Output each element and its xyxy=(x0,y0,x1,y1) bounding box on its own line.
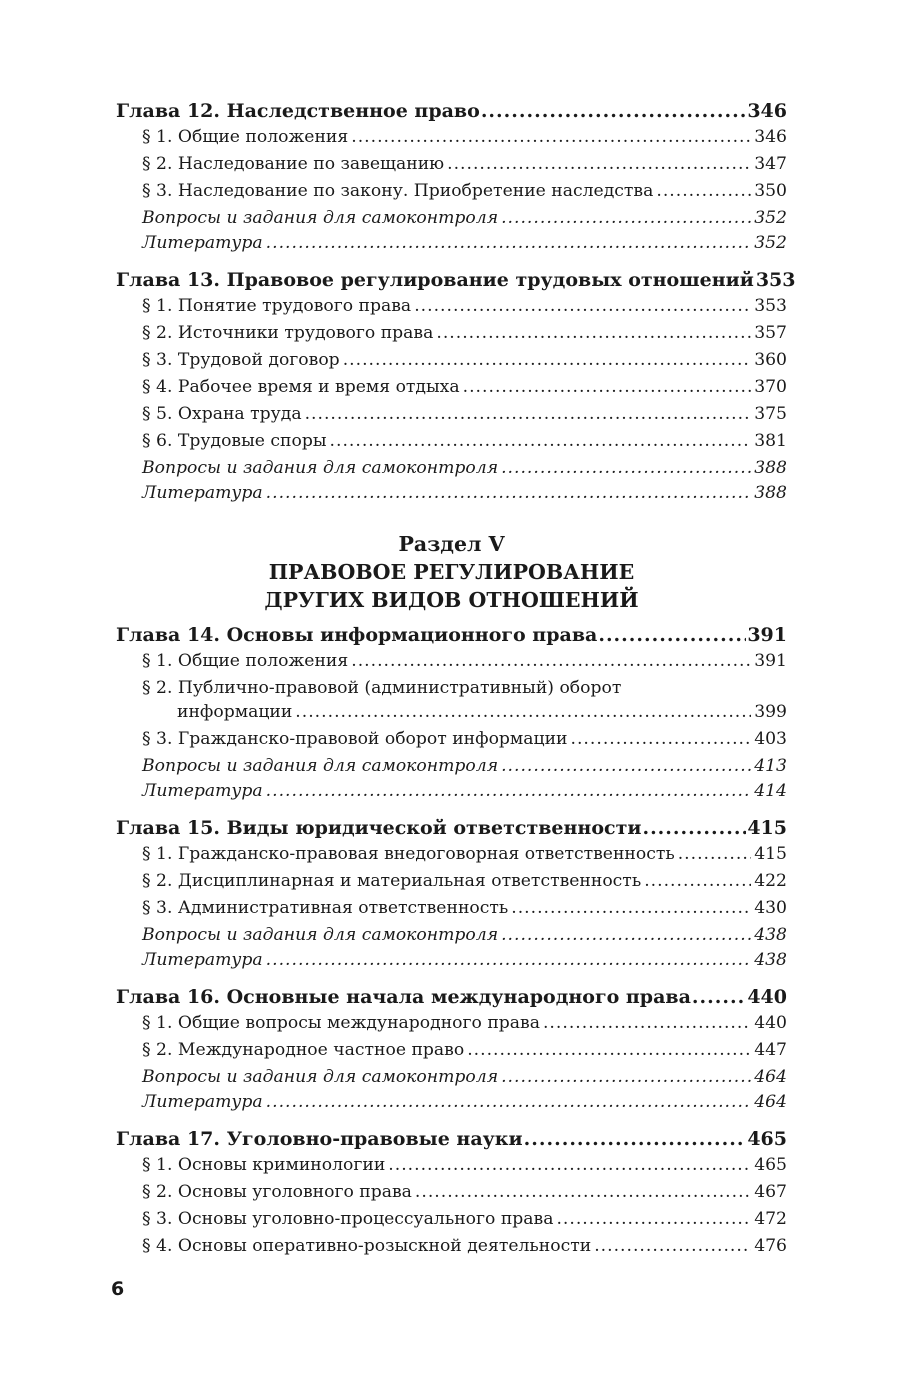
section-entry xyxy=(116,844,787,871)
dot-leader xyxy=(594,1236,751,1256)
auxiliary-entry-page: 413 xyxy=(754,756,787,776)
auxiliary-entry-page: 438 xyxy=(754,925,787,945)
part-title-line-1: ПРАВОВОЕ РЕГУЛИРОВАНИЕ xyxy=(268,560,635,584)
dot-leader xyxy=(447,154,751,174)
section-entry-title: § 2. Дисциплинарная и материальная ответственность xyxy=(142,871,642,891)
section-entry xyxy=(116,1209,787,1236)
section-entry-title: § 5. Охрана труда xyxy=(142,404,302,424)
chapter-entry-title: Глава 15. Виды юридической ответственности xyxy=(116,817,642,839)
section-entry-title: § 1. Гражданско-правовая внедоговорная ответственность xyxy=(142,844,675,864)
chapter-entry xyxy=(116,817,787,844)
auxiliary-entry-title: Литература xyxy=(142,950,263,970)
dot-leader xyxy=(266,233,752,253)
section-entry-page: 422 xyxy=(754,871,787,891)
section-entry-title: § 4. Рабочее время и время отдыха xyxy=(142,377,460,397)
chapter-entry xyxy=(116,269,796,296)
section-entry xyxy=(116,404,787,431)
auxiliary-entry-title: Литература xyxy=(142,483,263,503)
section-entry-continuation-page: 399 xyxy=(754,702,787,722)
chapter-entry-page: 391 xyxy=(747,624,787,646)
auxiliary-entry-page: 414 xyxy=(754,781,787,801)
page-number: 6 xyxy=(111,1278,125,1300)
chapter-block xyxy=(116,624,787,806)
dot-leader xyxy=(481,100,747,122)
section-entry-page: 346 xyxy=(754,127,787,147)
section-entry-title: § 1. Понятие трудового права xyxy=(142,296,412,316)
section-entry xyxy=(116,323,787,350)
auxiliary-entry-title: Вопросы и задания для самоконтроля xyxy=(142,208,499,228)
section-entry xyxy=(116,651,787,678)
chapter-entry-page: 353 xyxy=(755,269,796,291)
section-entry-page: 447 xyxy=(754,1040,787,1060)
section-entry xyxy=(116,431,787,458)
section-entry-title: § 1. Общие вопросы международного права xyxy=(142,1013,540,1033)
section-entry xyxy=(116,729,787,756)
section-entry-title: § 6. Трудовые споры xyxy=(142,431,327,451)
section-entry-page: 353 xyxy=(754,296,787,316)
dot-leader xyxy=(266,781,752,801)
auxiliary-entry-title: Литература xyxy=(142,1092,263,1112)
dot-leader xyxy=(656,181,751,201)
section-entry-page: 360 xyxy=(754,350,787,370)
chapter-entry-page: 465 xyxy=(747,1128,787,1150)
section-entry xyxy=(116,377,787,404)
dot-leader xyxy=(295,702,751,722)
chapter-entry-page: 415 xyxy=(747,817,787,839)
dot-leader xyxy=(571,729,752,749)
section-entry-page: 476 xyxy=(754,1236,787,1256)
dot-leader xyxy=(266,1092,752,1112)
chapter-block xyxy=(116,269,796,508)
section-entry-page: 472 xyxy=(754,1209,787,1229)
dot-leader xyxy=(598,624,746,646)
dot-leader xyxy=(388,1155,751,1175)
section-entry xyxy=(116,350,787,377)
dot-leader xyxy=(330,431,752,451)
section-entry-page: 391 xyxy=(754,651,787,671)
section-entry-page: 350 xyxy=(754,181,787,201)
section-entry-page: 415 xyxy=(754,844,787,864)
dot-leader xyxy=(501,925,751,945)
section-entry xyxy=(116,1182,787,1209)
auxiliary-entry-title: Литература xyxy=(142,781,263,801)
dot-leader xyxy=(351,651,751,671)
dot-leader xyxy=(266,483,752,503)
auxiliary-entry xyxy=(116,1092,787,1117)
chapter-block xyxy=(116,100,787,258)
chapter-entry xyxy=(116,986,787,1013)
auxiliary-entry-title: Вопросы и задания для самоконтроля xyxy=(142,458,499,478)
section-entry-continuation xyxy=(142,702,787,729)
dot-leader xyxy=(463,377,752,397)
section-entry-wrapped xyxy=(116,678,787,729)
part-label: Раздел V xyxy=(398,532,505,556)
dot-leader xyxy=(556,1209,751,1229)
dot-leader xyxy=(692,986,746,1008)
chapter-entry-title: Глава 16. Основные начала международного права xyxy=(116,986,691,1008)
chapter-entry-page: 346 xyxy=(747,100,787,122)
section-entry-page: 381 xyxy=(754,431,787,451)
section-entry-title: § 3. Гражданско-правовой оборот информации xyxy=(142,729,568,749)
toc-section-after xyxy=(116,624,787,1263)
dot-leader xyxy=(678,844,751,864)
section-entry xyxy=(116,898,787,925)
part-heading xyxy=(116,530,787,614)
section-entry-title: § 2. Основы уголовного права xyxy=(142,1182,412,1202)
section-entry-title: § 3. Трудовой договор xyxy=(142,350,340,370)
section-entry-title: § 3. Наследование по закону. Приобретение наследства xyxy=(142,181,654,201)
auxiliary-entry-page: 464 xyxy=(754,1092,787,1112)
auxiliary-entry-title: Вопросы и задания для самоконтроля xyxy=(142,1067,499,1087)
chapter-block xyxy=(116,986,787,1117)
dot-leader xyxy=(501,208,751,228)
section-entry xyxy=(116,127,787,154)
auxiliary-entry-title: Вопросы и задания для самоконтроля xyxy=(142,756,499,776)
section-entry-continuation-title: информации xyxy=(177,702,293,722)
auxiliary-entry xyxy=(116,950,787,975)
auxiliary-entry-page: 438 xyxy=(754,950,787,970)
section-entry-page: 403 xyxy=(754,729,787,749)
dot-leader xyxy=(414,296,751,316)
dot-leader xyxy=(511,898,751,918)
dot-leader xyxy=(467,1040,751,1060)
section-entry-title: § 2. Международное частное право xyxy=(142,1040,465,1060)
section-entry xyxy=(116,181,787,208)
section-entry-page: 370 xyxy=(754,377,787,397)
section-entry-title: § 2. Источники трудового права xyxy=(142,323,434,343)
auxiliary-entry xyxy=(116,233,787,258)
chapter-entry-title: Глава 14. Основы информационного права xyxy=(116,624,598,646)
dot-leader xyxy=(501,1067,751,1087)
auxiliary-entry-title: Вопросы и задания для самоконтроля xyxy=(142,925,499,945)
section-entry-title: § 3. Административная ответственность xyxy=(142,898,509,918)
section-entry-page: 375 xyxy=(754,404,787,424)
auxiliary-entry xyxy=(116,1067,787,1092)
auxiliary-entry xyxy=(116,483,787,508)
chapter-entry-page: 440 xyxy=(747,986,787,1008)
dot-leader xyxy=(266,950,752,970)
dot-leader xyxy=(351,127,751,147)
section-entry-page: 467 xyxy=(754,1182,787,1202)
chapter-entry xyxy=(116,1128,787,1155)
dot-leader xyxy=(543,1013,751,1033)
auxiliary-entry-page: 352 xyxy=(754,208,787,228)
chapter-entry-title: Глава 12. Наследственное право xyxy=(116,100,480,122)
part-title-line-2: ДРУГИХ ВИДОВ ОТНОШЕНИЙ xyxy=(264,588,639,612)
dot-leader xyxy=(415,1182,751,1202)
section-entry xyxy=(116,1040,787,1067)
chapter-entry-title: Глава 17. Уголовно-правовые науки xyxy=(116,1128,523,1150)
section-entry-page: 440 xyxy=(754,1013,787,1033)
section-entry-title: § 1. Общие положения xyxy=(142,127,349,147)
section-entry xyxy=(116,871,787,898)
dot-leader xyxy=(305,404,752,424)
section-entry-title: § 1. Основы криминологии xyxy=(142,1155,386,1175)
auxiliary-entry xyxy=(116,925,787,950)
section-entry-page: 465 xyxy=(754,1155,787,1175)
auxiliary-entry xyxy=(116,781,787,806)
auxiliary-entry-page: 388 xyxy=(754,483,787,503)
table-of-contents xyxy=(116,100,796,1274)
toc-section-before xyxy=(116,100,796,508)
auxiliary-entry-title: Литература xyxy=(142,233,263,253)
dot-leader xyxy=(524,1128,747,1150)
chapter-entry xyxy=(116,624,787,651)
section-entry-title: § 2. Наследование по завещанию xyxy=(142,154,445,174)
section-entry-title: § 2. Публично-правовой (административный) оборот xyxy=(142,678,622,698)
auxiliary-entry xyxy=(116,208,787,233)
auxiliary-entry-page: 352 xyxy=(754,233,787,253)
auxiliary-entry xyxy=(116,756,787,781)
section-entry xyxy=(116,1155,787,1182)
section-entry-title: § 3. Основы уголовно-процессуального права xyxy=(142,1209,554,1229)
section-entry-title: § 1. Общие положения xyxy=(142,651,349,671)
section-entry xyxy=(116,1236,787,1263)
section-entry xyxy=(116,154,787,181)
auxiliary-entry-page: 388 xyxy=(754,458,787,478)
chapter-entry-title: Глава 13. Правовое регулирование трудовых отношений xyxy=(116,269,754,291)
section-entry-page: 357 xyxy=(754,323,787,343)
section-entry xyxy=(116,1013,787,1040)
section-entry xyxy=(116,296,787,323)
section-entry-page: 347 xyxy=(754,154,787,174)
dot-leader xyxy=(501,458,751,478)
section-entry-title: § 4. Основы оперативно-розыскной деятельности xyxy=(142,1236,592,1256)
dot-leader xyxy=(343,350,752,370)
dot-leader xyxy=(436,323,751,343)
chapter-block xyxy=(116,1128,787,1263)
chapter-entry xyxy=(116,100,787,127)
section-entry-page: 430 xyxy=(754,898,787,918)
auxiliary-entry xyxy=(116,458,787,483)
dot-leader xyxy=(642,817,746,839)
dot-leader xyxy=(501,756,751,776)
dot-leader xyxy=(644,871,751,891)
auxiliary-entry-page: 464 xyxy=(754,1067,787,1087)
chapter-block xyxy=(116,817,787,975)
